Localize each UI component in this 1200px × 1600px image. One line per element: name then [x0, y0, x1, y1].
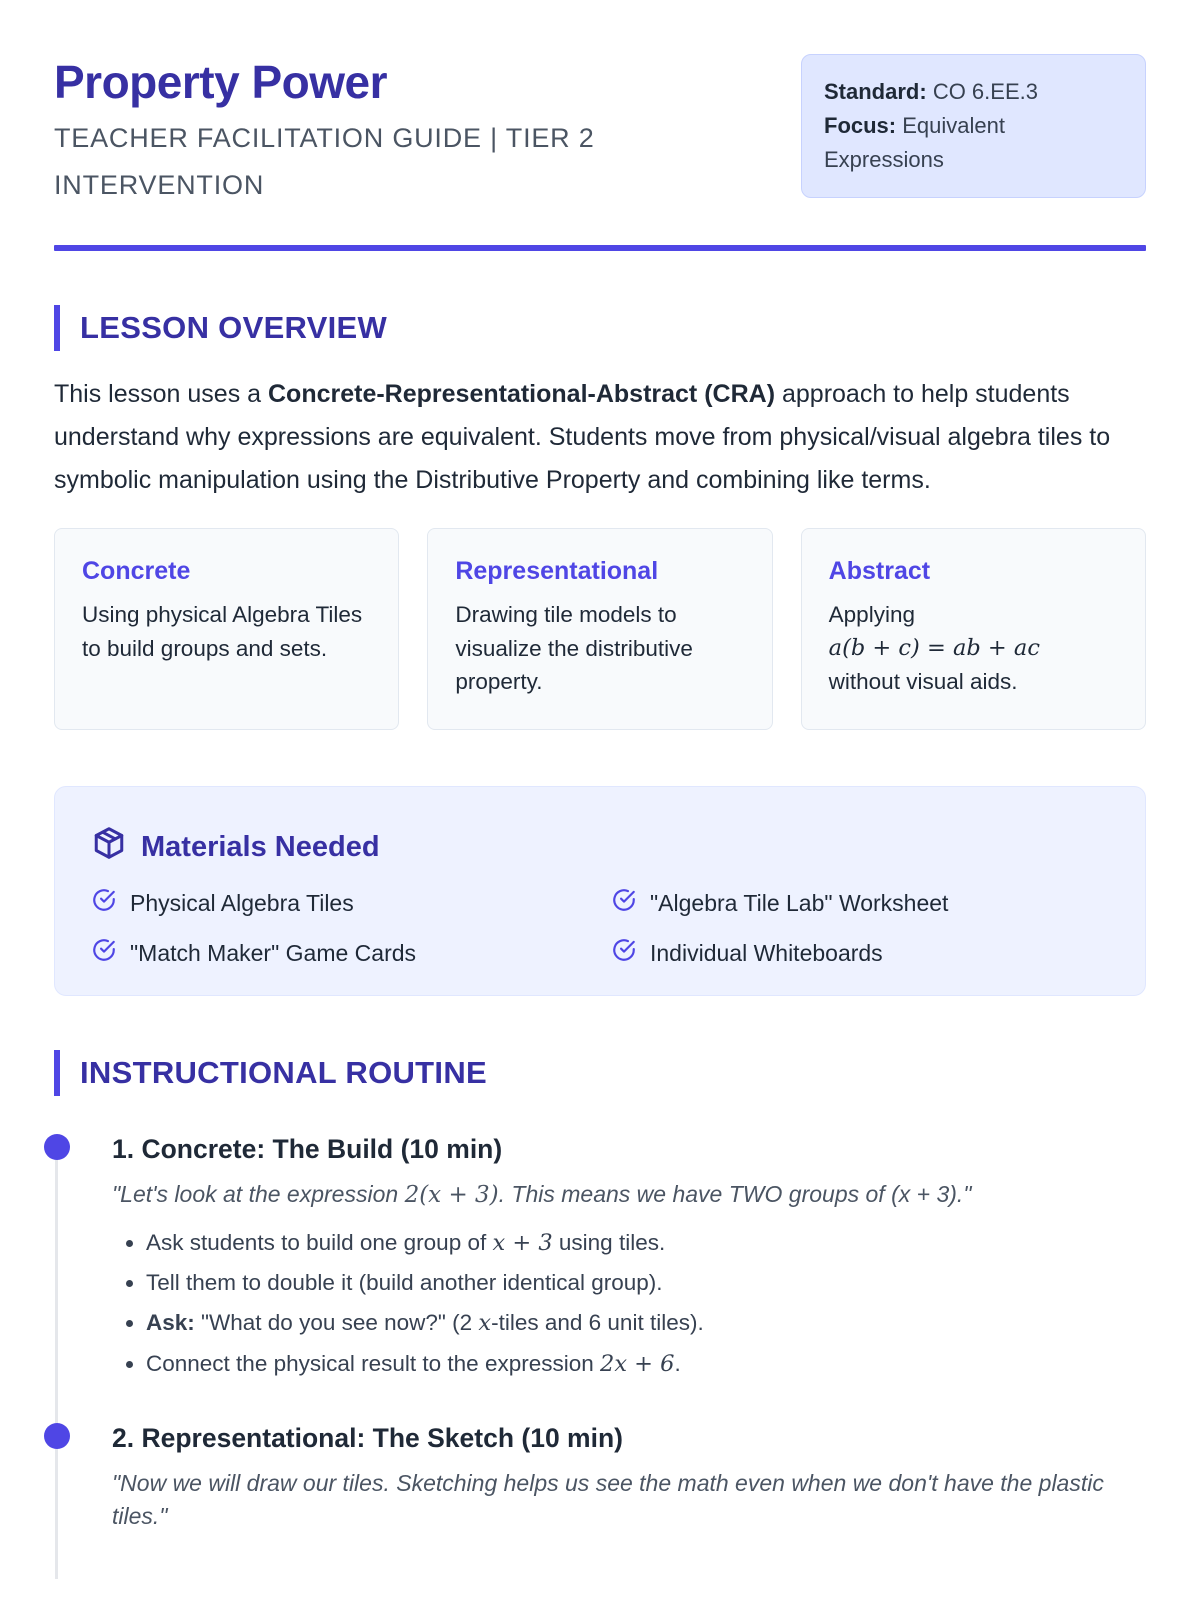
materials-title: Materials Needed — [141, 830, 380, 863]
material-label: Physical Algebra Tiles — [130, 889, 354, 916]
material-item — [91, 887, 611, 919]
header-divider — [54, 245, 1146, 251]
step-bullets — [112, 1223, 1146, 1385]
bullet-text: . — [674, 1350, 681, 1376]
cra-cards — [54, 528, 1146, 730]
timeline-dot — [44, 1134, 70, 1160]
overview-text-before: This lesson uses a — [54, 380, 268, 409]
cra-card-concrete — [54, 528, 399, 730]
card-text: Drawing tile models to visualize the distributive property. — [455, 602, 693, 694]
distributive-formula: a(b + c) = ab + ac — [828, 634, 1040, 661]
bullet-text: Tell them to double it (build another identical group). — [146, 1270, 663, 1296]
bullet-item — [146, 1263, 1146, 1303]
cra-card-abstract — [801, 528, 1146, 730]
timeline-line — [55, 1445, 58, 1579]
standard-label: Standard: — [824, 79, 927, 104]
check-circle-icon — [91, 937, 117, 969]
bullet-item — [146, 1344, 1146, 1385]
step-quote — [112, 1178, 1146, 1212]
material-item — [91, 937, 611, 969]
check-circle-icon — [611, 937, 637, 969]
focus-label: Focus: — [824, 113, 897, 139]
routine-step-1 — [112, 1134, 1146, 1422]
bullet-math: 2x + 6 — [600, 1350, 675, 1377]
routine-step-2 — [112, 1423, 1146, 1571]
header-left — [54, 52, 694, 209]
material-item — [611, 937, 1111, 969]
section-heading-routine: INSTRUCTIONAL ROUTINE — [54, 1050, 1146, 1096]
bullet-item — [146, 1303, 1146, 1344]
standard-value: CO 6.EE.3 — [932, 79, 1038, 104]
section-heading-overview: LESSON OVERVIEW — [54, 305, 1146, 351]
material-label: "Match Maker" Game Cards — [130, 939, 417, 966]
card-text — [829, 598, 1119, 698]
page-subtitle: TEACHER FACILITATION GUIDE | TIER 2 INTERVENTION — [54, 122, 595, 201]
material-label: "Algebra Tile Lab" Worksheet — [650, 889, 949, 916]
check-circle-icon — [91, 887, 117, 919]
timeline-dot — [44, 1423, 70, 1449]
bullet-item — [146, 1223, 1146, 1264]
bullet-text: Ask students to build one group of — [146, 1229, 493, 1255]
card-text: Using physical Algebra Tiles to build groups and sets. — [82, 602, 363, 661]
card-title: Concrete — [82, 557, 191, 586]
materials-panel — [54, 786, 1146, 996]
step-quote: "Now we will draw our tiles. Sketching helps us see the math even when we don't have the plastic tiles." — [112, 1469, 1104, 1529]
cra-card-representational — [427, 528, 772, 730]
card-text-before: Applying — [828, 602, 915, 628]
check-circle-icon — [611, 887, 637, 919]
focus-value: Equivalent Expressions — [824, 113, 1005, 173]
material-label: Individual Whiteboards — [650, 939, 883, 966]
quote-after: . This means we have TWO groups of (x + 3)." — [498, 1181, 972, 1208]
material-item — [611, 887, 1111, 919]
overview-text-bold: Concrete-Representational-Abstract (CRA) — [268, 380, 776, 409]
card-text-after: without visual aids. — [828, 668, 1018, 694]
bullet-text: Connect the physical result to the expression — [146, 1350, 600, 1376]
materials-list — [91, 887, 1109, 969]
quote-before: "Let's look at the expression — [112, 1181, 405, 1208]
bullet-text: -tiles and 6 unit tiles). — [491, 1310, 704, 1336]
routine-timeline — [54, 1134, 1146, 1571]
overview-text-after: approach to help students understand why expressions are equivalent. Students move from physical/visual algebra tiles to symbolic manipulation using the Distributive Property and combining like terms. — [54, 380, 1111, 495]
bullet-text: using tiles. — [552, 1229, 666, 1255]
standard-line — [824, 75, 1123, 109]
timeline-line — [55, 1156, 58, 1430]
card-title: Representational — [455, 557, 659, 586]
overview-paragraph — [54, 373, 1146, 502]
package-icon — [91, 825, 127, 869]
bullet-math: x + 3 — [492, 1229, 553, 1256]
standard-box — [801, 54, 1146, 198]
bullet-math: x — [478, 1310, 492, 1337]
page-title: Property Power — [54, 56, 387, 108]
quote-math: 2(x + 3) — [404, 1182, 499, 1209]
step-title: 1. Concrete: The Build (10 min) — [112, 1134, 503, 1165]
bullet-text: "What do you see now?" (2 — [194, 1310, 479, 1336]
step-title: 2. Representational: The Sketch (10 min) — [112, 1422, 623, 1453]
focus-line — [824, 109, 1123, 177]
bullet-bold: Ask: — [146, 1310, 195, 1336]
card-title: Abstract — [828, 557, 931, 586]
header — [54, 52, 1146, 209]
materials-heading — [91, 825, 1109, 869]
